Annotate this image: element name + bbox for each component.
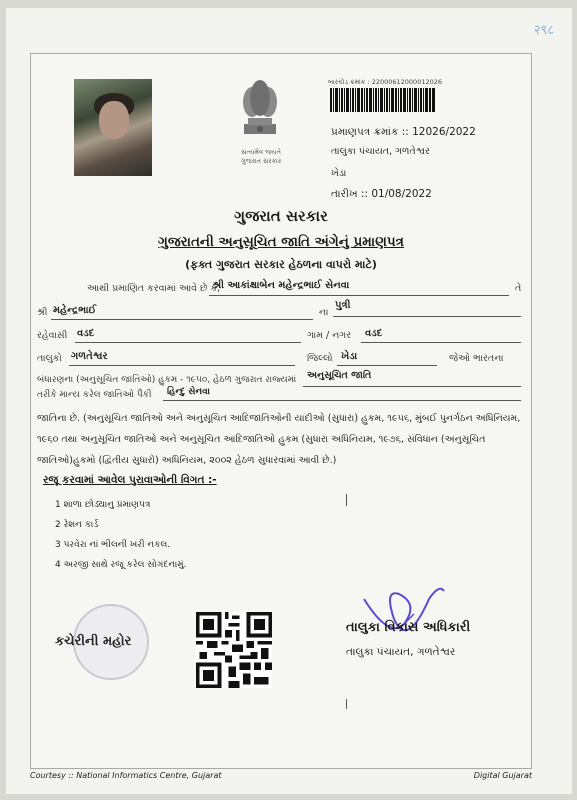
- evidence-item: 1 શાળા છોડ્યાનુ પ્રમાણપત્ર: [55, 500, 151, 510]
- state-suffix: જેઓ ભારતના: [449, 353, 504, 364]
- barcode-label: બારકોડ ક્રમાંક : 22000612000012026: [328, 78, 443, 86]
- district-value: ખેડા: [341, 351, 358, 362]
- taluka-label: તાલુકો: [37, 353, 62, 364]
- legal-paragraph: જાતિના છે. (અનુસૂચિત જાતિઓ અને અનુસૂચિત આદિજાતિઓની યાદીઓ (સુધારા) હુકમ, ૧૯૫૬, મુંબઈ પુનર્ગઠન અધિનિયમ, ૧૯૬૦ તથા અનુસૂચિત જાતિઓ અને અનુસૂચિત આદિજાતિઓ હુકમ (સુધારા અધિનિયમ, ૧૯૭૬, સંવિધાન (અનુસૂચિત જાતિઓ)હુકમો (દ્વિતીય સુધારો) અધિનિયમ, ૨૦૦૨ હેઠળ સુધારવામાં આવી છે.): [37, 413, 521, 466]
- resident-label: રહેવાસી: [37, 330, 68, 341]
- barcode-icon: [330, 88, 435, 112]
- taluka-value: ગળતેશ્વર: [71, 351, 108, 362]
- government-title: ગુજરાત સરકાર: [234, 207, 328, 225]
- page-number: २९८: [533, 23, 554, 38]
- evidence-heading: રજૂ કરવામાં આવેલ પુરાવાઓની વિગત :-: [43, 474, 217, 486]
- certificate-title: ગુજરાતની અનુસૂચિત જાતિ અંગેનું પ્રમાણપત્ર: [158, 234, 404, 250]
- officer-office: તાલુકા પંચાયત, ગળતેશ્વર: [346, 646, 456, 658]
- certificate-number: પ્રમાણપત્ર ક્રમાંક :: 12026/2022: [331, 126, 476, 138]
- evidence-item: 4 અરજી સાથે રજૂ કરેલ સોગંદનામું.: [55, 560, 187, 570]
- shri-label: શ્રી: [37, 307, 48, 318]
- emblem-motto: સત્યમેવ જયતે: [241, 148, 281, 156]
- issuing-office: તાલુકા પંચાયત, ગળતેશ્વર: [331, 146, 430, 157]
- qr-code-icon: [196, 612, 272, 688]
- category-value: અનુસૂચિત જાતિ: [307, 370, 372, 381]
- father-name: મહેન્દ્રભાઈ: [53, 305, 97, 316]
- footer-courtesy: Courtesy :: National Informatics Centre, Gujarat: [30, 771, 222, 780]
- emblem-caption: ગુજરાત સરકાર: [240, 157, 282, 165]
- recognized-text: તરીકે માન્ય કરેલ જાતિઓ પૈકી: [37, 390, 152, 400]
- issue-date: તારીખ :: 01/08/2022: [331, 188, 432, 200]
- caste-value: હિન્દુ સેનવા: [167, 387, 210, 397]
- officer-title: તાલુકા વિકાસ અધિકારી: [346, 620, 471, 635]
- certificate-frame: [30, 53, 532, 769]
- signature-mark-icon: [359, 579, 449, 649]
- applicant-photo: [74, 79, 152, 176]
- certificate-page: [6, 8, 572, 794]
- resident-value: વડદ: [77, 328, 95, 339]
- issuing-district: ખેડા: [331, 168, 347, 179]
- evidence-item: 2 રેશન કાર્ડ: [55, 520, 99, 530]
- relation-value: પુત્રી: [335, 300, 351, 311]
- applicant-name: શ્રી આકાંક્ષાબેન મહેન્દ્રભાઈ સેનવા: [213, 280, 350, 291]
- evidence-item: 3 પરવેરા નાં ભીલની ખરી નકલ.: [55, 540, 171, 550]
- certificate-subtitle: (ફક્ત ગુજરાત સરકાર હેઠળના વાપરો માટે): [185, 258, 377, 271]
- constitution-text: બંધારણના (અનુસૂચિત જાતિઓ) હુકમ - ૧૯૫૦, હેઠળ ગુજરાત રાજ્યમાં: [37, 375, 297, 385]
- na-label: ના: [319, 307, 329, 318]
- certify-prefix: આથી પ્રમાણિત કરવામાં આવે છે કે,: [87, 283, 221, 294]
- footer-brand: Digital Gujarat: [473, 771, 532, 780]
- village-label: ગામ / નગર: [307, 330, 352, 341]
- certify-suffix: તે: [515, 283, 522, 294]
- office-seal-label: કચેરીની મહોર: [55, 634, 132, 649]
- village-value: વડદ: [365, 328, 383, 339]
- national-emblem-icon: [230, 74, 290, 144]
- district-label: જિલ્લો: [307, 353, 333, 364]
